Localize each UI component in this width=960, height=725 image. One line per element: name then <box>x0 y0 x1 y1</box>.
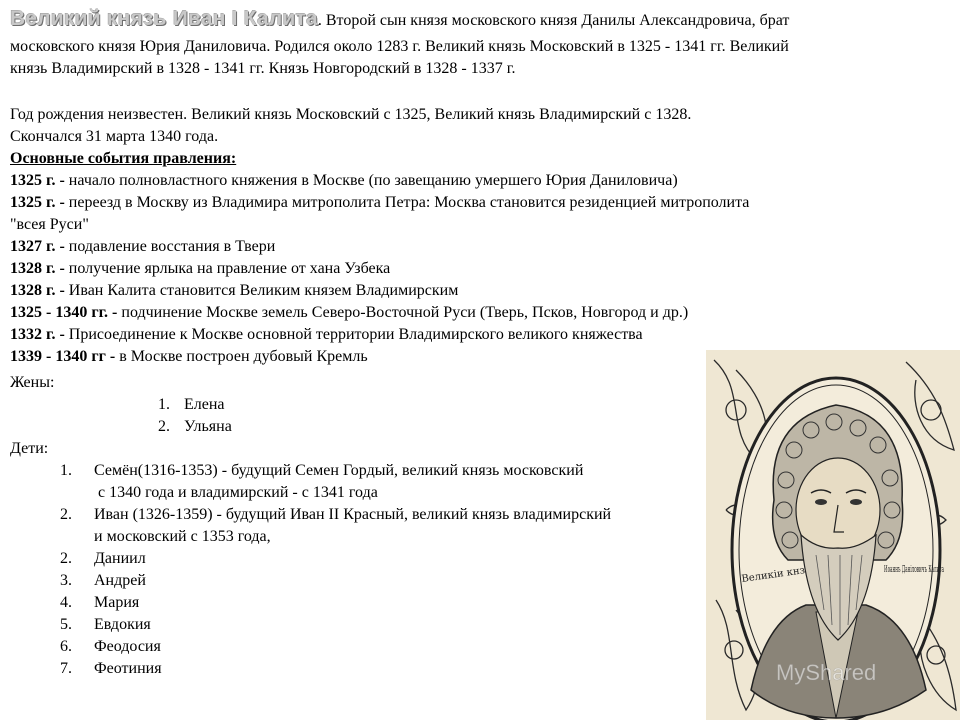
child-item-continuation <box>60 482 378 504</box>
child-text: Мария <box>94 594 140 611</box>
child-number: 2. <box>60 550 72 567</box>
event-text: "всея Руси" <box>10 216 89 233</box>
children-label: Дети: <box>10 440 49 457</box>
child-number: 3. <box>60 572 72 589</box>
child-text: Андрей <box>94 572 146 589</box>
portrait-caption-right: Иоаннъ Данiловичъ Калита <box>884 565 945 575</box>
event-item <box>10 192 749 214</box>
child-text: с 1340 года и владимирский - с 1341 года <box>94 484 378 501</box>
intro-text-1: . Второй сын князя московского князя Данилы Александровича, брат <box>317 12 790 29</box>
child-text: и московский с 1353 года, <box>94 528 271 545</box>
wife-number: 1. <box>158 396 170 413</box>
event-text: получение ярлыка на правление от хана Узбека <box>64 260 391 277</box>
event-date: 1325 г. - <box>10 172 65 189</box>
event-date: 1327 г. - <box>10 238 65 255</box>
event-date: 1328 г. - <box>10 260 65 277</box>
event-text: Иван Калита становится Великим князем Владимирским <box>64 282 459 299</box>
event-date: 1339 - 1340 гг - <box>10 348 116 365</box>
wife-name: Ульяна <box>184 418 232 435</box>
child-number: 6. <box>60 638 72 655</box>
watermark: MyShared <box>776 660 877 685</box>
event-item <box>10 236 275 258</box>
child-text: Евдокия <box>94 616 151 633</box>
child-number: 4. <box>60 594 72 611</box>
event-text: переезд в Москву из Владимира митрополита Петра: Москва становится резиденцией митрополита <box>64 194 750 211</box>
child-text: Иван (1326-1359) - будущий Иван II Красный, великий князь владимирский <box>94 506 612 523</box>
child-item <box>60 570 146 592</box>
child-item <box>60 658 162 680</box>
wives-label: Жены: <box>10 374 55 391</box>
event-text: в Москве построен дубовый Кремль <box>115 348 368 365</box>
child-text: Феотиния <box>94 660 162 677</box>
child-item <box>60 636 161 658</box>
event-item <box>10 324 643 346</box>
event-item <box>10 302 688 324</box>
child-item <box>60 592 139 614</box>
event-date: 1325 г. - <box>10 194 65 211</box>
para-line-2: Скончался 31 марта 1340 года. <box>10 128 219 145</box>
child-item <box>60 504 611 526</box>
child-number: 1. <box>60 462 72 479</box>
child-item <box>60 614 151 636</box>
child-number: 2. <box>60 506 72 523</box>
para-line-1: Год рождения неизвестен. Великий князь Московский с 1325, Великий князь Владимирский с 1328. <box>10 106 692 123</box>
child-item <box>60 548 146 570</box>
event-date: 1325 - 1340 гг. - <box>10 304 118 321</box>
wife-item <box>158 416 232 438</box>
page-title: Великий князь Иван I Калита <box>10 7 318 30</box>
event-item <box>10 214 89 236</box>
events-heading: Основные события правления: <box>10 150 237 167</box>
portrait-illustration <box>706 350 960 720</box>
event-item <box>10 280 458 302</box>
child-text: Феодосия <box>94 638 161 655</box>
event-text: подавление восстания в Твери <box>64 238 276 255</box>
child-text: Семён(1316-1353) - будущий Семен Гордый, великий князь московский <box>94 462 584 479</box>
event-text: подчинение Москве земель Северо-Восточной Руси (Тверь, Псков, Новгород и др.) <box>117 304 689 321</box>
intro-line-2: московского князя Юрия Даниловича. Родился около 1283 г. Великий князь Московский в 1325 - 1341 гг. Великий <box>10 38 789 55</box>
portrait-image <box>706 350 960 720</box>
wife-item <box>158 394 225 416</box>
portrait-caption-left: Великiи кнз <box>740 565 806 585</box>
event-item <box>10 258 390 280</box>
intro-line-1 <box>10 8 789 32</box>
event-text: Присоединение к Москве основной территории Владимирского великого княжества <box>64 326 643 343</box>
event-text: начало полновластного княжения в Москве (по завещанию умершего Юрия Даниловича) <box>64 172 678 189</box>
intro-line-3: князь Владимирский в 1328 - 1341 гг. Князь Новгородский в 1328 - 1337 г. <box>10 60 516 77</box>
event-item <box>10 346 368 368</box>
child-text: Даниил <box>94 550 146 567</box>
event-date: 1332 г. - <box>10 326 65 343</box>
wife-number: 2. <box>158 418 170 435</box>
wife-name: Елена <box>184 396 225 413</box>
child-number: 5. <box>60 616 72 633</box>
event-date: 1328 г. - <box>10 282 65 299</box>
child-item-continuation <box>60 526 271 548</box>
child-number: 7. <box>60 660 72 677</box>
child-item <box>60 460 583 482</box>
event-item <box>10 170 678 192</box>
